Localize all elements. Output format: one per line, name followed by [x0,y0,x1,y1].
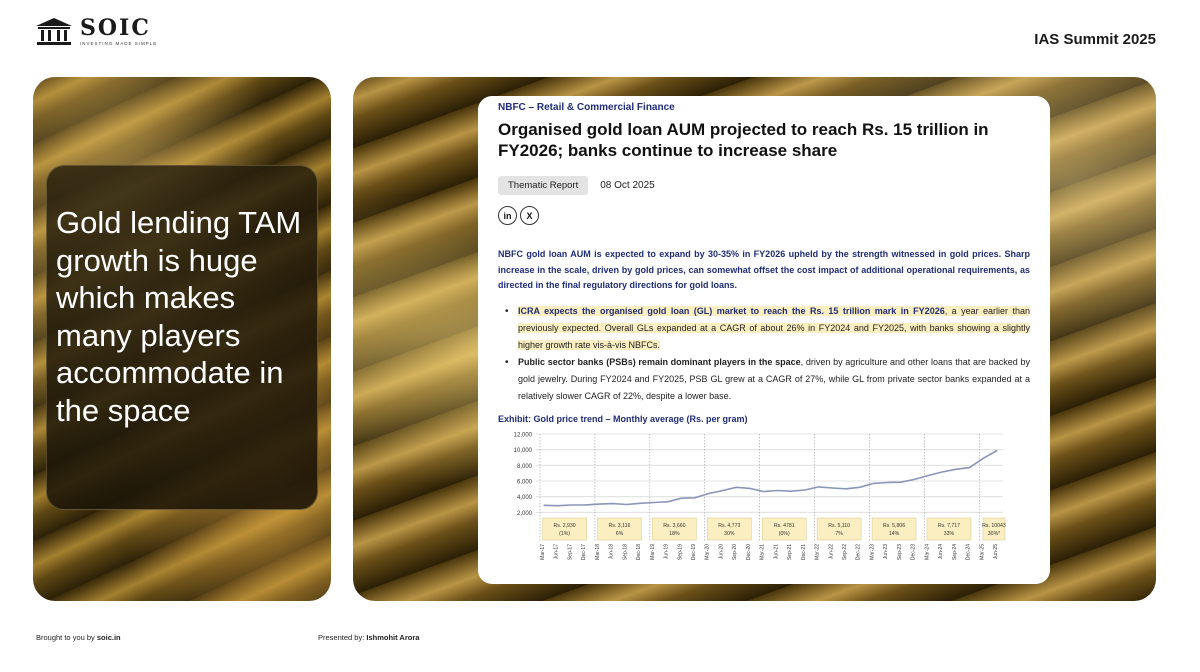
data-point [914,478,915,479]
article-category: NBFC – Retail & Commercial Finance [498,102,675,113]
data-point [749,487,750,488]
annotation-growth: 6% [615,530,624,537]
x-tick-label: Sep-23 [896,543,903,560]
presenter-prefix: Presented by: [318,633,367,642]
data-point [928,474,929,475]
right-gold-panel [353,77,1156,601]
data-point [585,504,586,505]
x-tick-label: Jun-24 [938,543,945,559]
x-tick-label: Mar-23 [869,543,876,560]
bullet-item [498,354,1030,405]
slide-headline: Gold lending TAM growth is huge which makes many players accommodate in the space [56,205,302,428]
report-type-badge: Thematic Report [498,176,588,195]
chart-svg [498,428,1030,566]
x-tick-label: Dec-23 [910,543,917,560]
data-point [653,501,654,502]
x-tick-label: Jun-22 [828,543,835,559]
annotation-value: Rs. 3,116 [608,522,631,529]
data-point [900,481,901,482]
article-screenshot [478,96,1050,584]
footer-presenter [318,633,419,642]
bullet-2-text: , driven by agriculture and other loans that are backed by gold jewelry. During FY2024 and FY2025, PSB GL grew at a CAGR of 27%, while GL from private sector banks expanded at a relatively slower CAGR of 22%, despite a lower base. [518,356,1030,401]
data-point [873,482,874,483]
x-tick-label: Dec-18 [636,543,643,560]
footer-credit [36,633,121,642]
data-point [543,504,544,505]
data-point [790,490,791,491]
data-point [804,489,805,490]
share-buttons [498,206,1030,225]
x-tick-label: Sep-20 [732,543,739,560]
annotation-value: Rs. 5,110 [828,522,851,529]
footer-credit-prefix: Brought to you by [36,633,97,642]
data-point [996,449,997,450]
annotation-growth: 30% [724,530,735,537]
data-point [598,503,599,504]
annotation-growth: 18% [669,530,680,537]
data-point [557,505,558,506]
x-tick-label: Mar-20 [704,543,711,560]
footer-site-link[interactable]: soic.in [96,633,121,642]
x-tick-label: Jun-21 [773,543,780,559]
x-tick-label: Mar-17 [540,543,546,560]
bullet-1-bold: ICRA expects the organised gold loan (GL) market to reach the Rs. 15 trillion mark in FY2026 [518,305,945,316]
article-title: Organised gold loan AUM projected to reach Rs. 15 trillion in FY2026; banks continue to increase share [498,120,989,160]
data-point [681,497,682,498]
key-points [498,303,1030,405]
x-tick-label: Jun-18 [608,543,615,559]
logo-tagline: INVESTING MADE SIMPLE [80,40,158,46]
y-tick-label: 4,000 [516,494,532,501]
left-gold-panel [33,77,331,601]
annotation-value: Rs. 2,930 [553,522,576,529]
data-point [694,497,695,498]
data-point [626,503,627,504]
bullet-item [498,303,1030,354]
soic-logo [34,16,157,46]
bullet-2-bold: Public sector banks (PSBs) remain dominant players in the space [518,356,801,367]
y-tick-label: 8,000 [516,463,532,470]
bullet-1-text: , a year earlier than previously expected. Overall GLs expanded at a CAGR of about 26% in FY2024 and FY2025, with banks showing a slightly higher growth rate vis-à-vis NBFCs. [518,305,1030,350]
x-tick-label: Dec-19 [691,543,697,560]
annotation-value: Rs. 4,773 [718,522,741,529]
x-tick-label: Dec-17 [581,543,588,560]
data-point [955,468,956,469]
x-tick-label: Dec-21 [800,543,807,560]
data-point [969,466,970,467]
data-point [639,502,640,503]
data-point [612,502,613,503]
data-point [708,492,709,493]
data-point [887,481,888,482]
data-point [777,489,778,490]
x-tick-label: Sep-21 [787,543,794,560]
x-tick-label: Mar-19 [649,543,656,560]
y-tick-label: 2,000 [516,510,532,517]
y-tick-label: 12,000 [513,432,532,438]
annotation-value: Rs. 10043 [982,522,1006,529]
data-point [667,501,668,502]
x-tick-label: Jun-20 [718,543,725,559]
data-point [845,488,846,489]
x-tick-label: Sep-17 [567,543,574,560]
x-tick-label: Jun-17 [553,543,560,559]
gold-price-chart [498,428,1030,566]
x-tick-label: Jun-23 [883,543,890,559]
data-point [763,490,764,491]
article-date: 08 Oct 2025 [600,180,655,191]
x-tick-label: Sep-18 [622,543,629,560]
event-title: IAS Summit 2025 [1034,31,1156,48]
annotation-value: Rs. 3,660 [663,522,686,529]
data-point [736,486,737,487]
y-tick-label: 6,000 [516,479,532,485]
annotation-value: Rs. 4781 [773,522,795,529]
x-tick-label: Jun-25 [993,543,999,559]
x-tick-label: Mar-22 [814,543,821,560]
annotation-growth: 30%* [987,530,1001,537]
data-point [571,504,572,505]
annotation-value: Rs. 5,806 [882,522,906,529]
x-tick-label: Mar-21 [759,543,766,560]
annotation-growth: (0%) [778,530,790,537]
article-meta [498,176,1030,195]
data-point [722,490,723,491]
annotation-growth: 33% [943,530,955,537]
data-point [832,487,833,488]
x-tick-label: Mar-25 [979,543,986,560]
x-twitter-icon[interactable]: X [520,206,539,225]
presenter-name: Ishmohit Arora [366,633,420,642]
data-point [859,486,860,487]
linkedin-icon[interactable]: in [498,206,517,225]
x-tick-label: Mar-18 [594,543,601,560]
y-tick-label: 10,000 [513,447,532,454]
gold-price-line [544,450,997,505]
x-tick-label: Mar-24 [924,543,931,560]
x-tick-label: Sep-24 [951,543,958,560]
x-tick-label: Sep-22 [842,543,848,560]
annotation-growth: 7% [835,530,843,537]
x-tick-label: Dec-20 [745,543,752,560]
data-point [818,486,819,487]
annotation-growth: 14% [888,530,900,537]
exhibit-title: Exhibit: Gold price trend – Monthly average (Rs. per gram) [498,413,748,424]
headline-card [46,165,318,510]
x-tick-label: Jun-19 [663,543,670,559]
x-tick-label: Dec-24 [965,543,972,560]
data-point [941,471,942,472]
x-tick-label: Sep-19 [677,543,684,560]
x-tick-label: Dec-22 [855,543,862,560]
annotation-growth: (1%) [559,530,571,537]
article-intro: NBFC gold loan AUM is expected to expand by 30-35% in FY2026 upheld by the strength witnessed in gold prices. Sharp increase in the scale, driven by gold prices, can somewhat offset the cost impact of additional operational requirements, as directed in the final regulatory directions for gold loans. [498,249,1030,290]
data-point [983,457,984,458]
logo-name: SOIC [80,14,151,41]
annotation-value: Rs. 7,717 [937,522,961,529]
bank-building-icon [34,16,74,46]
